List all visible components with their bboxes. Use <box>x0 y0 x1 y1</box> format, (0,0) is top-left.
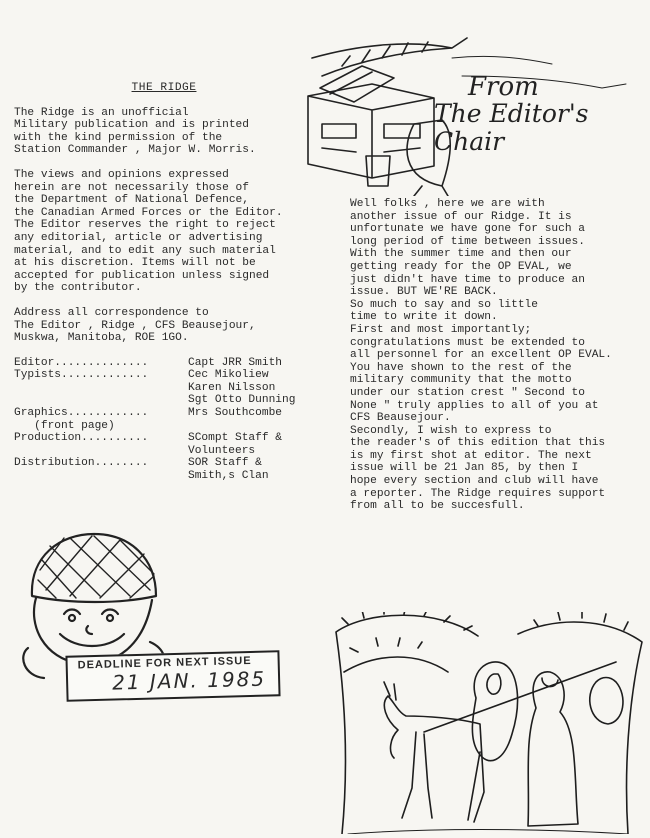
staff-icon <box>424 662 616 732</box>
bundle-icon <box>590 678 623 725</box>
quill-icon <box>312 38 467 76</box>
masthead-column <box>14 82 314 483</box>
heading-line-2: The Editor's Chair <box>434 99 589 156</box>
desk-icon <box>308 84 434 178</box>
credit-names: Cec Mikoliew Karen Nilsson Sgt Otto Dunning <box>188 369 296 407</box>
masthead-title: THE RIDGE <box>131 82 197 94</box>
credit-row <box>14 420 314 433</box>
credit-row <box>14 432 314 457</box>
papers-icon <box>320 66 394 102</box>
credit-row <box>14 357 314 370</box>
heading-line-1: From <box>468 72 539 102</box>
drawer-icon <box>322 124 356 138</box>
credit-names: SOR Staff & Smith,s Clan <box>188 457 269 483</box>
tree-icon <box>518 622 642 834</box>
editorial-text: Well folks , here we are with another issue of our Ridge. It is unfortunate we have gone for such a long period of time between issues. With the summer time and then our getting ready for the OP EVAL, we just didn't have time to produce an issue. BUT WE'RE BACK. So much to say and so little time to write it down. First and most importantly; congratulations must be extended to all personnel for an excellent OP EVAL. You have shown to the rest of the military community that the motto under our station crest " Second to None " truly applies to all of you at CFS Beausejour. Secondly, I wish to express to the reader's of this edition that this is my first shot at editor. The next issue will be 21 Jan 85, by then I hope every section and club will have a reporter. The Ridge requires support from all to be succesfull. <box>350 198 612 513</box>
credit-role: Distribution........ <box>14 457 149 470</box>
credit-names: Capt JRR Smith <box>188 356 282 369</box>
credit-role: Graphics............ <box>14 407 149 420</box>
cup-icon <box>366 156 390 186</box>
editorial-column <box>350 198 640 513</box>
nativity-journey-illustration <box>328 612 646 834</box>
masthead-paragraph-3: Address all correspondence to The Editor , Ridge , CFS Beausejour, Muskwa, Manitoba, ROE 1GO. <box>14 306 256 345</box>
credit-role: Production.......... <box>14 432 149 445</box>
credit-row <box>14 407 314 420</box>
credit-names: SCompt Staff & Volunteers <box>188 432 282 457</box>
joseph-figure-icon <box>528 672 578 826</box>
credit-row <box>14 457 314 482</box>
column-heading <box>434 74 649 156</box>
credit-names: Mrs Southcombe <box>188 407 282 420</box>
deadline-sign <box>65 650 280 702</box>
credit-role: (front page) <box>14 419 115 432</box>
deadline-date: 21 JAN. 1985 <box>111 666 267 695</box>
staff-credits <box>14 357 314 483</box>
masthead-paragraph-1: The Ridge is an unofficial Military publication and is printed with the kind permission of the Station Commander , Major W. Morris. <box>14 106 256 157</box>
credit-row <box>14 369 314 407</box>
masthead-paragraph-2: The views and opinions expressed herein are not necessarily those of the Department of National Defence, the Canadian Armed Forces or the Editor. The Editor reserves the right to reject any editorial, article or advertising material, and to edit any such material at his discretion. Items will not be accepted for publication unless signed by the contributor. <box>14 168 283 295</box>
deadline-label: DEADLINE FOR NEXT ISSUE <box>77 654 252 672</box>
credit-role: Typists............. <box>14 369 149 382</box>
credit-role: Editor.............. <box>14 356 149 369</box>
